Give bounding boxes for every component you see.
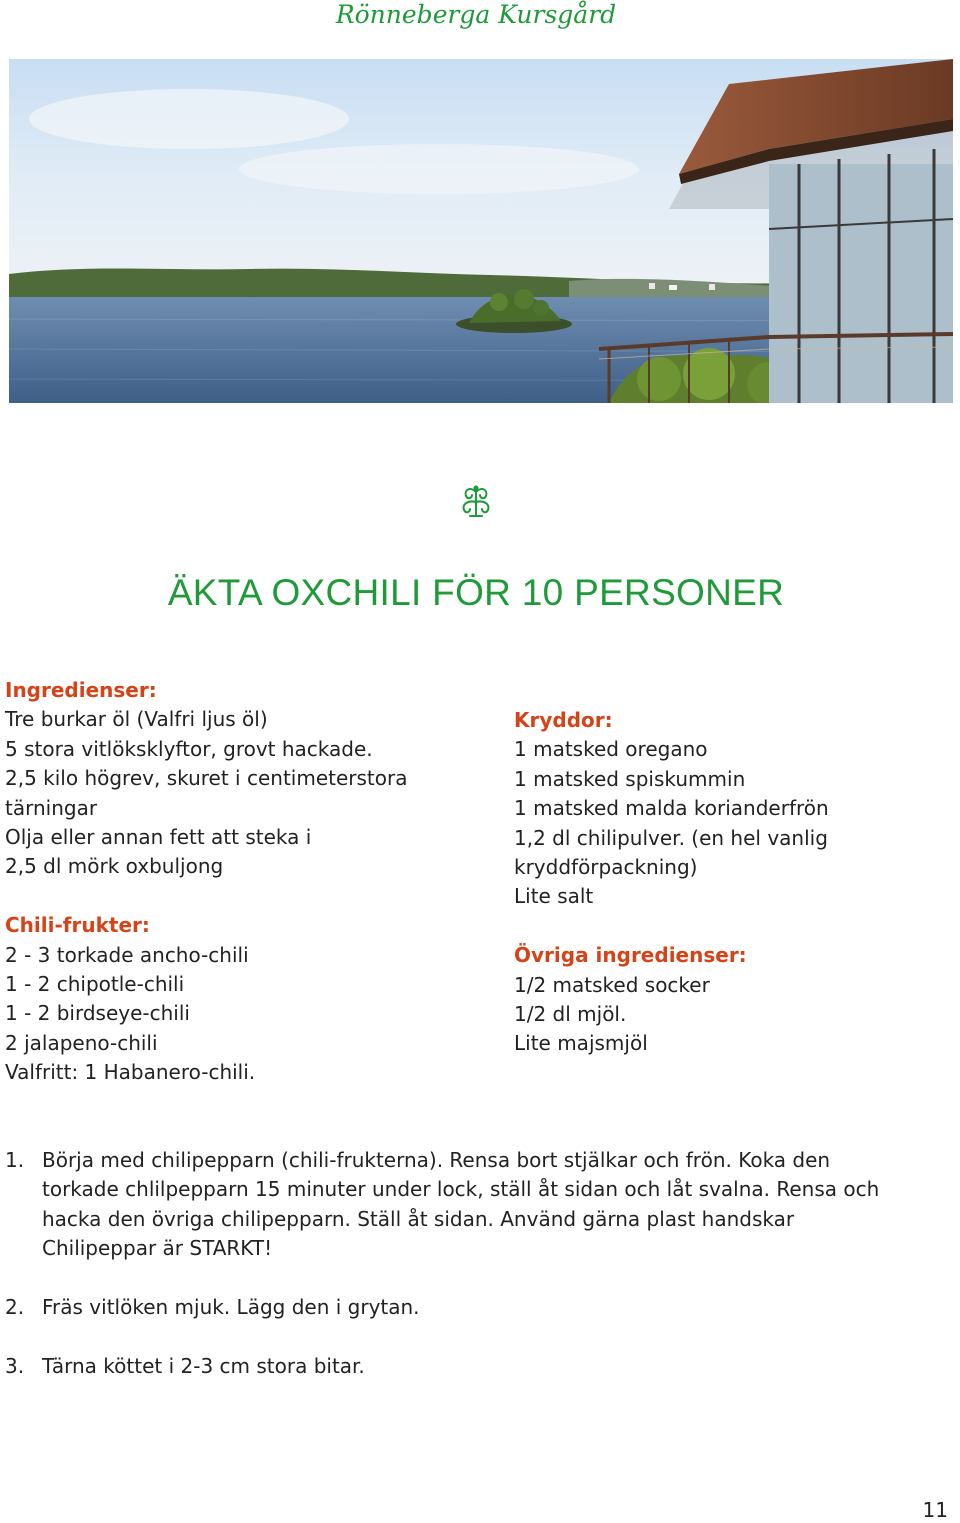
recipe-title: ÄKTA OXCHILI FÖR 10 PERSONER [167, 572, 785, 613]
ingredient-item: 2,5 kilo högrev, skuret i centimeterstora [5, 766, 408, 791]
instruction-step [5, 1352, 950, 1381]
spice-item: 1 matsked malda korianderfrön [514, 796, 829, 821]
spice-item: 1 matsked spiskummin [514, 766, 746, 791]
right-ingredient-column [514, 706, 829, 1059]
ingredient-item: Olja eller annan fett att steka i [5, 825, 312, 850]
step-text [42, 1352, 950, 1381]
page-number: 11 [922, 1498, 948, 1522]
step-number: 2. [5, 1295, 25, 1320]
spice-item: Lite salt [514, 884, 594, 909]
other-ingredient-item: Lite majsmjöl [514, 1031, 648, 1056]
instruction-step [5, 1146, 950, 1264]
step-line: torkade chlilpepparn 15 minuter under lock, ställ åt sidan och låt svalna. Rensa och [42, 1177, 880, 1202]
spice-item: 1,2 dl chilipulver. (en hel vanlig [514, 825, 828, 850]
step-text [42, 1146, 950, 1264]
chili-item: 1 - 2 birdseye-chili [5, 1001, 190, 1026]
step-number: 3. [5, 1353, 25, 1378]
ingredient-item: Tre burkar öl (Valfri ljus öl) [5, 707, 268, 732]
other-ingredients-heading: Övriga ingredienser: [514, 943, 747, 968]
step-line: Fräs vitlöken mjuk. Lägg den i grytan. [42, 1295, 420, 1320]
instruction-step [5, 1293, 950, 1322]
ingredient-item: tärningar [5, 795, 98, 820]
chili-item: 1 - 2 chipotle-chili [5, 972, 185, 997]
spacer [5, 882, 407, 911]
step-line: Tärna köttet i 2-3 cm stora bitar. [42, 1353, 365, 1378]
step-line: Börja med chilipepparn (chili-frukterna). Rensa bort stjälkar och frön. Koka den [42, 1148, 831, 1172]
spice-item: kryddförpackning) [514, 855, 698, 880]
ingredients-heading: Ingredienser: [5, 678, 157, 702]
lake-view-photo [9, 59, 953, 403]
lake-view-illustration [9, 59, 953, 403]
header-title: Rönneberga Kursgård [335, 0, 617, 29]
chili-item: 2 jalapeno-chili [5, 1030, 158, 1055]
ingredient-item: 2,5 dl mörk oxbuljong [5, 854, 224, 879]
spacer [514, 912, 829, 941]
left-ingredient-column [5, 676, 407, 1088]
step-line: hacka den övriga chilipepparn. Ställ åt sidan. Använd gärna plast handskar [42, 1206, 795, 1231]
other-ingredient-item: 1/2 matsked socker [514, 972, 710, 997]
step-number: 1. [5, 1148, 25, 1172]
chili-item: Valfritt: 1 Habanero-chili. [5, 1060, 256, 1085]
chili-item: 2 - 3 torkade ancho-chili [5, 942, 249, 967]
fleur-ornament-icon [456, 482, 496, 522]
spice-item: 1 matsked oregano [514, 737, 708, 762]
step-line: Chilipeppar är STARKT! [42, 1236, 273, 1261]
other-ingredient-item: 1/2 dl mjöl. [514, 1002, 627, 1027]
step-text [42, 1293, 950, 1322]
instruction-steps [5, 1146, 950, 1411]
spices-heading: Kryddor: [514, 708, 613, 732]
chili-heading: Chili-frukter: [5, 913, 150, 938]
ingredient-item: 5 stora vitlöksklyftor, grovt hackade. [5, 736, 373, 761]
